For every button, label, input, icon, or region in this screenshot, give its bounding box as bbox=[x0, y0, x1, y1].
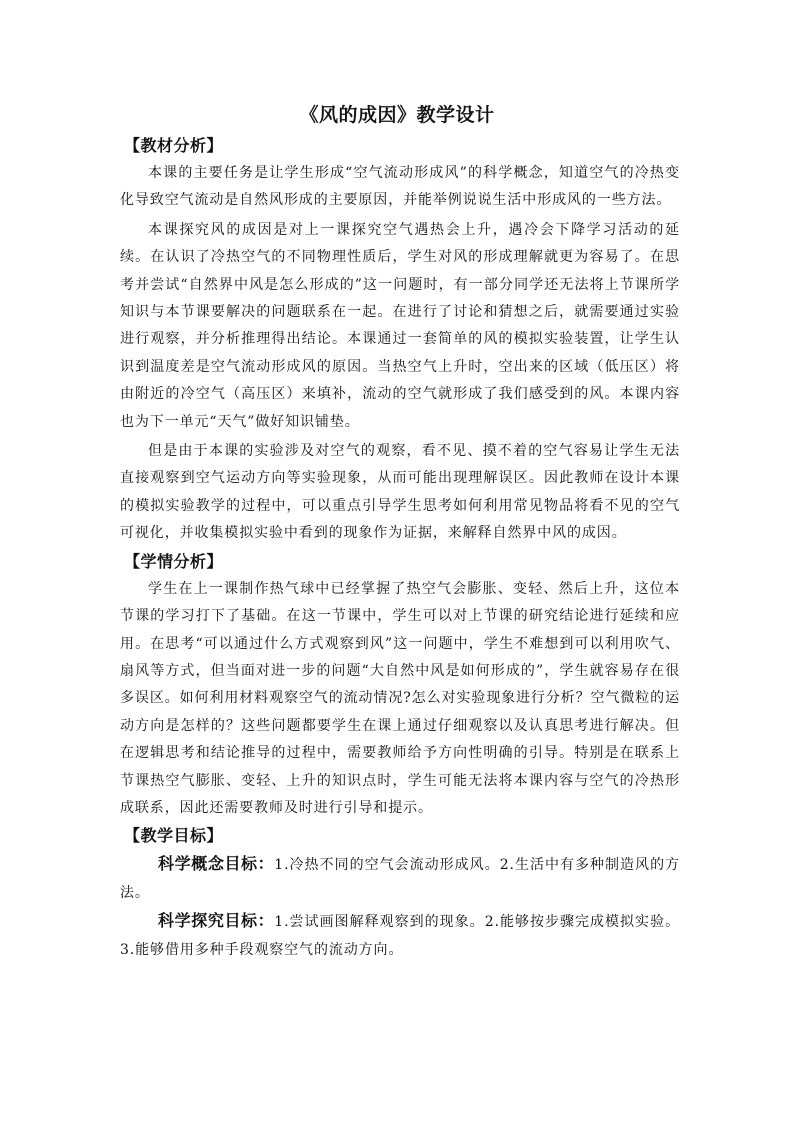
section-heading-material: 【教材分析】 bbox=[124, 136, 224, 155]
goal-inquiry bbox=[120, 907, 680, 964]
material-paragraph-3: 但是由于本课的实验涉及对空气的观察，看不见、摸不着的空气容易让学生无法直接观察到空气运动方向等实验现象，从而可能出现理解误区。因此教师在设计本课的模拟实验教学的过程中，可以重点引导学生思考如何利用常见物品将看不见的空气可视化，并收集模拟实验中看到的现象作为证据，来解释自然界中风的成因。 bbox=[120, 443, 680, 542]
section-heading-students: 【学情分析】 bbox=[124, 551, 224, 571]
students-paragraph-1: 学生在上一课制作热气球中已经掌握了热空气会膨胀、变轻、然后上升，这位本节课的学习打下了基础。在这一节课中，学生可以对上节课的研究结论进行延续和应用。在思考“可以通过什么方式观察到风”这一问题中，学生不难想到可以利用吹气、扇风等方式，但当面对进一步的问题“大自然中风是如何形成的”，学生就容易存在很多误区。如何利用材料观察空气的流动情况?怎么对实验现象进行分析？空气微粒的运动方向是怎样的？这些问题都要学生在课上通过仔细观察以及认真思考进行解决。但在逻辑思考和结论推导的过程中，需要教师给予方向性明确的引导。特别是在联系上节课热空气膨胀、变轻、上升的知识点时，学生可能无法将本课内容与空气的冷热形成联系，因此还需要教师及时进行引导和提示。 bbox=[120, 580, 680, 816]
goal-concept-text: 1.冷热不同的空气会流动形成风。2.生活中有多种制造风的方法。 bbox=[120, 857, 680, 901]
material-paragraph-2: 本课探究风的成因是对上一课探究空气遇热会上升，遇冷会下降学习活动的延续。在认识了冷热空气的不同物理性质后，学生对风的形成理解就更为容易了。在思考并尝试“自然界中风是怎么形成的”这一问题时，有一部分同学还无法将上节课所学知识与本节课要解决的问题联系在一起。在进行了讨论和猜想之后，就需要通过实验进行观察，并分析推理得出结论。本课通过一套简单的风的模拟实验装置，让学生认识到温度差是空气流动形成风的原因。当热空气上升时，空出来的区域（低压区）将由附近的冷空气（高压区）来填补，流动的空气就形成了我们感受到的风。本课内容也为下一单元“天气”做好知识铺垫。 bbox=[120, 221, 680, 430]
goal-concept-label: 科学概念目标： bbox=[158, 854, 275, 874]
goal-concept bbox=[120, 850, 680, 907]
section-heading-goals: 【教学目标】 bbox=[124, 826, 224, 846]
document-body bbox=[120, 132, 680, 964]
material-paragraph-1: 本课的主要任务是让学生形成“空气流动形成风”的科学概念，知道空气的冷热变化导致空气流动是自然风形成的主要原因，并能举例说说生活中形成风的一些方法。 bbox=[120, 165, 680, 209]
goal-inquiry-text: 1.尝试画图解释观察到的现象。2.能够按步骤完成模拟实验。3.能够借用多种手段观察空气的流动方向。 bbox=[120, 914, 680, 958]
document-title: 《风的成因》教学设计 bbox=[299, 104, 495, 126]
goal-inquiry-label: 科学探究目标： bbox=[158, 911, 275, 931]
